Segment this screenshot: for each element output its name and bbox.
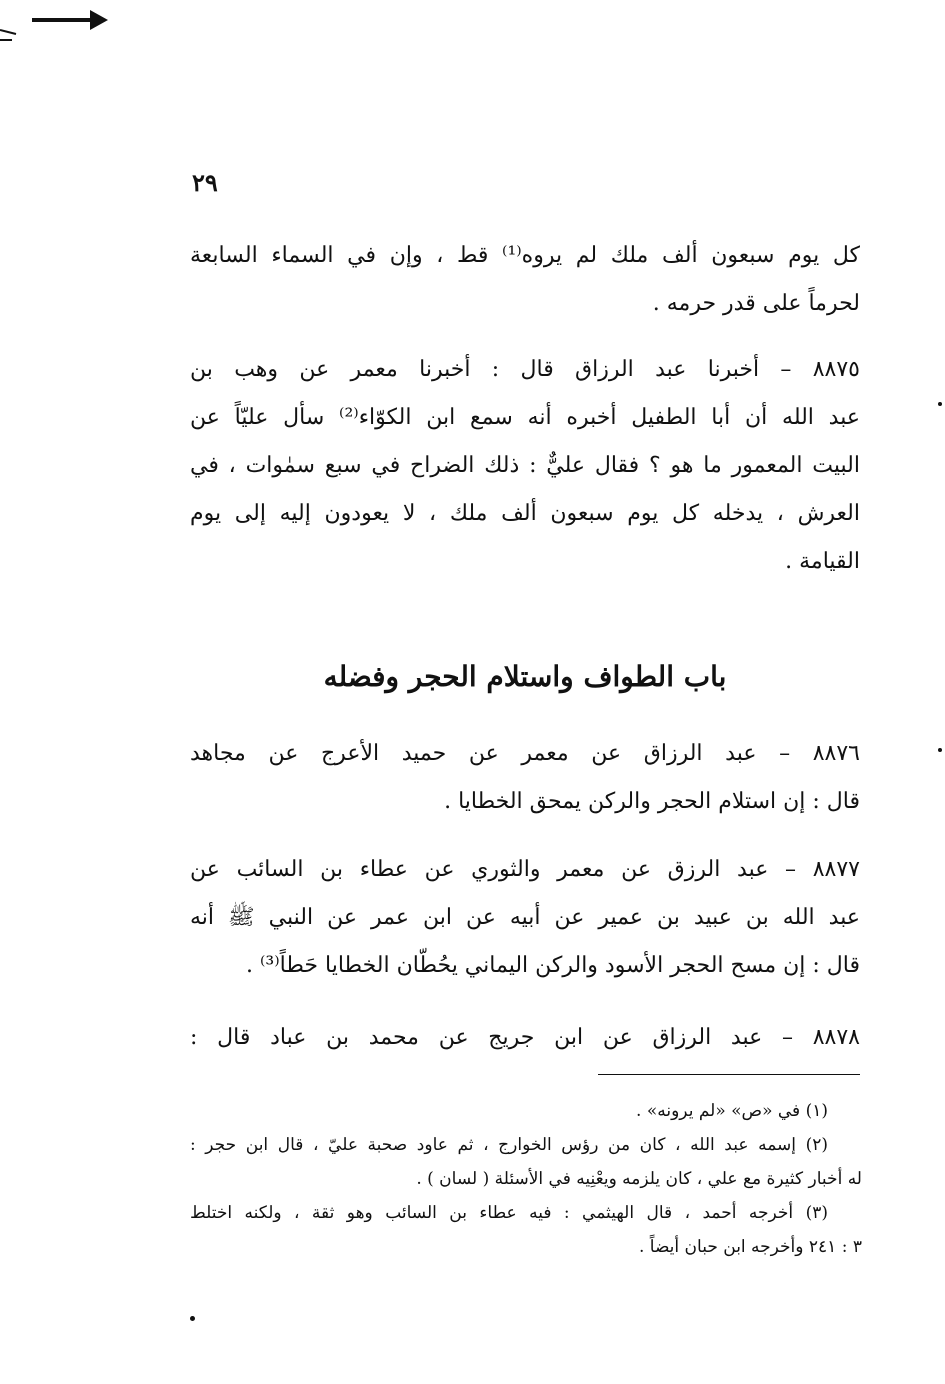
- footnote-3-continued: ٣ : ٢٤١ وأخرجه ابن حبان أيضاً .: [638, 1237, 862, 1257]
- footnote-3: (٣) أخرجه أحمد ، قال الهيثمي : فيه عطاء بن السائب وهو ثقة ، ولكنه اختلط: [190, 1203, 828, 1223]
- print-speck: [190, 1316, 195, 1321]
- arrow-right-icon: [30, 8, 110, 32]
- text-line: عبد الله أن أبا الطفيل أخبره أنه سمع ابن الكوّاء⁽²⁾ سأل عليّاً عن: [190, 405, 860, 430]
- text-line: ٨٨٧٧ – عبد الرزق عن معمر والثوري عن عطاء بن السائب عن: [190, 857, 860, 882]
- text-line: قال : إن مسح الحجر الأسود والركن اليماني يحُطّان الخطايا حَطاً⁽³⁾ .: [246, 953, 860, 978]
- hadith-8877: [190, 846, 860, 990]
- footnote-1: (١) في «ص» «لم يرونه» .: [636, 1101, 828, 1121]
- chapter-heading: باب الطواف واستلام الحجر وفضله: [323, 660, 727, 693]
- hadith-8876: [190, 730, 860, 826]
- print-speck: [938, 402, 942, 406]
- footnote-divider: [598, 1074, 860, 1075]
- text-line: قال : إن استلام الحجر والركن يمحق الخطايا .: [444, 789, 860, 814]
- text-line: البيت المعمور ما هو ؟ فقال عليٌّ : ذلك الضراح في سبع سمٰوات ، في: [190, 453, 860, 478]
- text-line: ٨٨٧٥ – أخبرنا عبد الرزاق قال : أخبرنا معمر عن وهب بن: [190, 357, 860, 382]
- page-number: ٢٩: [192, 168, 218, 197]
- footnote-2-continued: له أخبار كثيرة مع علي ، كان يلزمه ويعْنِيه في الأسئلة ( لسان ) .: [416, 1169, 862, 1189]
- text-line: كل يوم سبعون ألف ملك لم يروه⁽¹⁾ قط ، وإن في السماء السابعة: [190, 243, 860, 268]
- footnotes: [190, 1094, 862, 1264]
- print-speck: [938, 748, 942, 752]
- hadith-8875: [190, 346, 860, 586]
- text-line: العرش ، يدخله كل يوم سبعون ألف ملك ، لا يعودون إليه إلى يوم: [190, 501, 860, 526]
- text-line: لحرماً على قدر حرمه .: [652, 291, 860, 316]
- text-line: القيامة .: [785, 549, 860, 574]
- hadith-8878: [190, 1014, 860, 1062]
- text-line: ٨٨٧٨ – عبد الرزاق عن ابن جريج عن محمد بن عباد قال :: [190, 1025, 860, 1050]
- paragraph-continuation: [190, 232, 860, 328]
- text-line: ٨٨٧٦ – عبد الرزاق عن معمر عن حميد الأعرج عن مجاهد: [190, 741, 860, 766]
- text-line: عبد الله بن عبيد بن عمير عن أبيه عن ابن عمر عن النبي ﷺ أنه: [190, 905, 860, 930]
- footnote-2: (٢) إسمه عبد الله ، كان من رؤس الخوارج ، ثم عاود صحبة عليّ ، قال ابن حجر :: [190, 1135, 828, 1155]
- corner-mark-icon: [0, 26, 18, 42]
